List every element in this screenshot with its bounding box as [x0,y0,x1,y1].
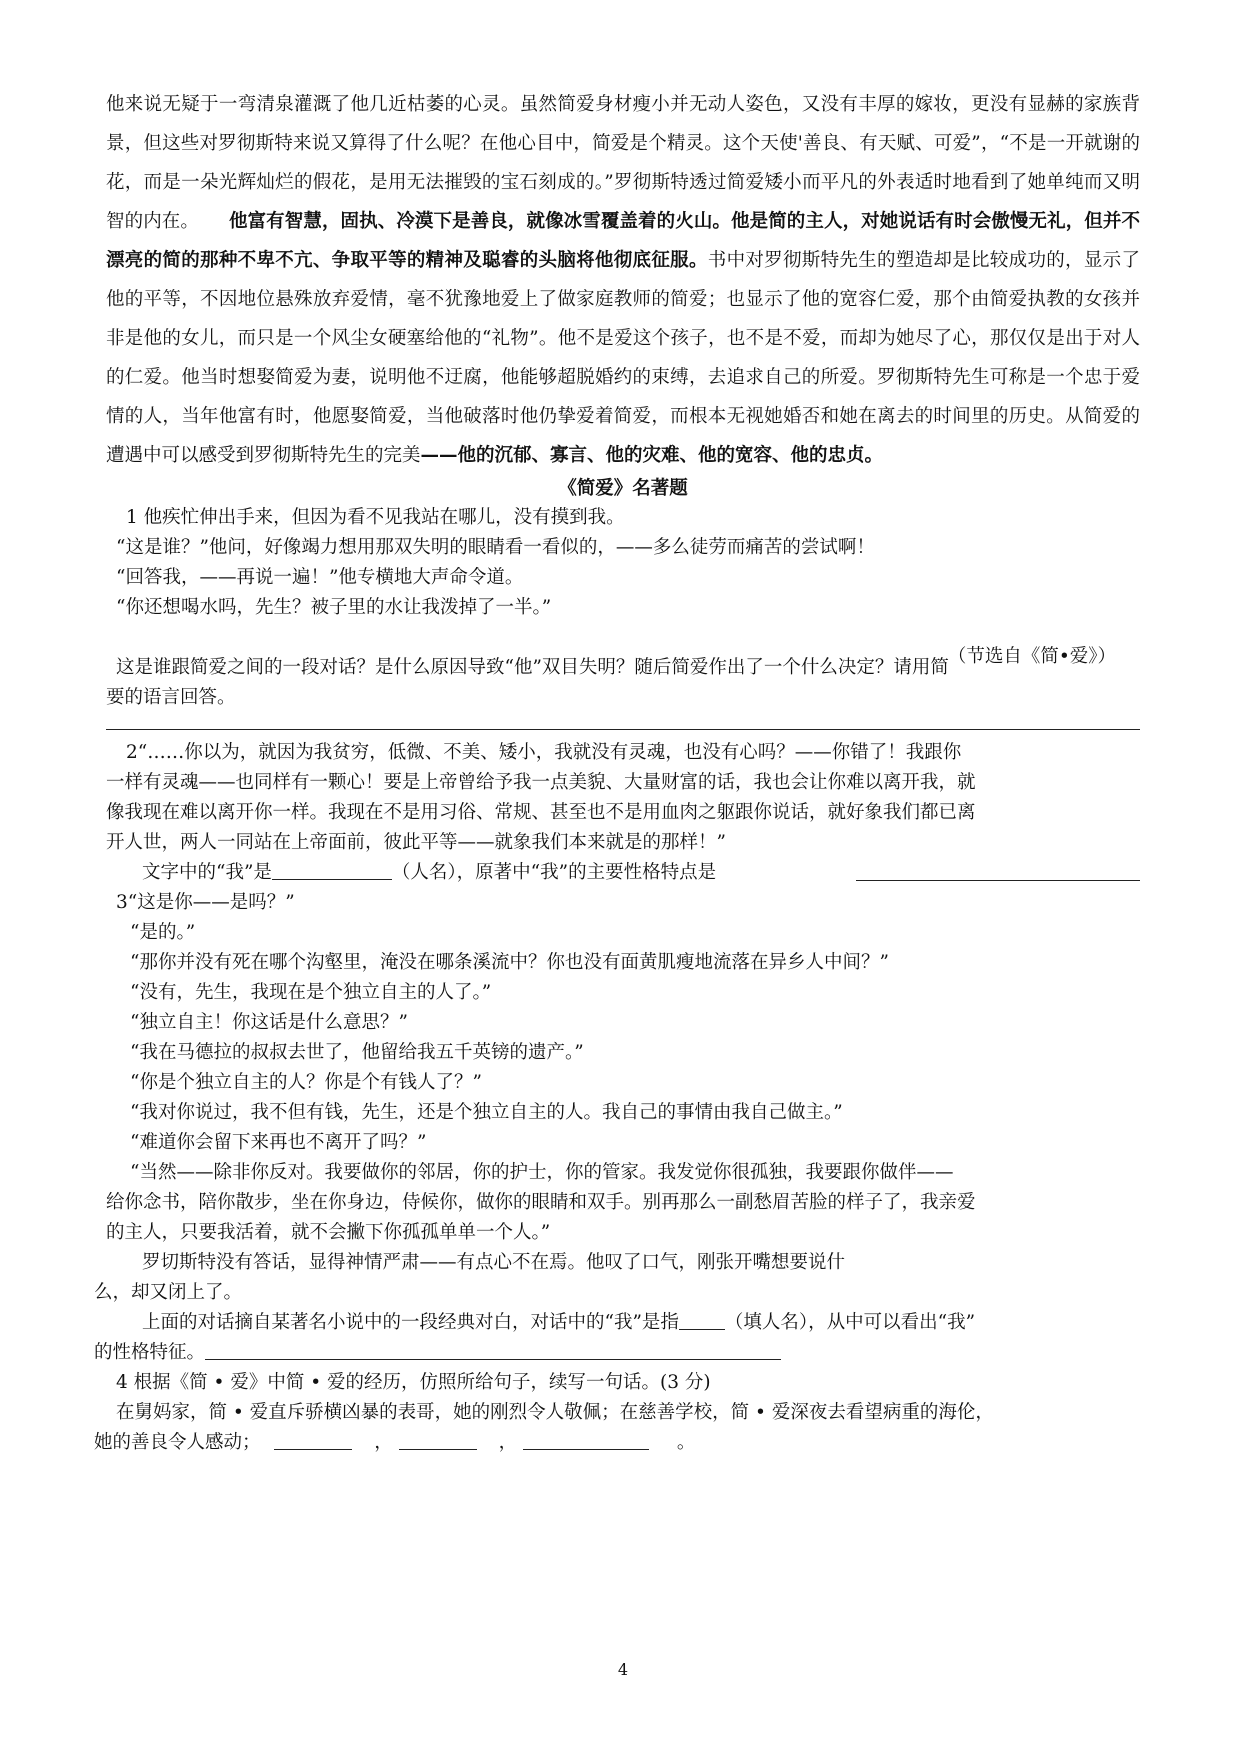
q3-line-12: 的主人，只要我活着，就不会撇下你孤孤单单一个人。” [106,1222,551,1243]
q1-line-1: 1 他疾忙伸出手来，但因为看不见我站在哪儿，没有摸到我。 [126,507,625,528]
q3-prompt-1 [142,1308,975,1338]
essay-text: 他来说无疑于一弯清泉灌溉了他几近枯萎的心灵。虽然简爱身材瘦小并无动人姿色，又没有丰厚的嫁妆，更没有显赫的家族背景，但这些对罗彻斯特来说又算得了什么呢？在他心目中，简爱是个精灵。这个天使'善良、有天赋、可爱”，“不是一开就谢的花，而是一朵光辉灿烂的假花，是用无法摧毁的宝石刻成的。”罗彻斯特透过简爱矮小而平凡的外表适时地看到了她单纯而又明智的内在。 [106,94,1140,232]
q4-sep-2: ， [498,1432,518,1453]
q1-line-2: “这是谁？”他问，好像竭力想用那双失明的眼睛看一看似的，——多么徒劳而痛苦的尝试啊！ [116,537,875,558]
q2-trait-blank[interactable] [856,861,1140,881]
q3-line-7: “你是个独立自主的人？你是个有钱人了？” [130,1072,482,1093]
q3-name-blank[interactable] [679,1311,725,1331]
q3-line-4: “没有，先生，我现在是个独立自主的人了。” [130,982,492,1003]
essay-bold-ending: ——他的沉郁、寡言、他的灾难、他的宽容、他的忠贞。 [420,445,884,466]
document-page [94,0,1140,1754]
q2-line-2: 一样有灵魂——也同样有一颗心！要是上帝曾给予我一点美貌、大量财富的话，我也会让你难以离开我，就 [106,772,976,793]
q3-prompt-b: （填人名），从中可以看出“我” [724,1312,976,1333]
q3-line-14: 么，却又闭上了。 [94,1282,243,1303]
q3-line-13: 罗切斯特没有答话，显得神情严肃——有点心不在焉。他叹了口气，刚张开嘴想要说什 [142,1252,846,1273]
q2-prompt [142,858,716,888]
q4-line-1: 4 根据《简 • 爱》中简 • 爱的经历，仿照所给句子，续写一句话。(3 分) [116,1372,711,1393]
q1-line-4: “你还想喝水吗，先生？被子里的水让我泼掉了一半。” [116,597,552,618]
q1-line-3: “回答我，——再说一遍！”他专横地大声命令道。 [116,567,524,588]
q2-name-blank[interactable] [272,861,392,881]
q4-sep-1: ， [374,1432,393,1453]
q2-prompt-a: 文字中的“我”是 [142,862,272,883]
q3-line-3: “那你并没有死在哪个沟壑里，淹没在哪条溪流中？你也没有面黄肌瘦地流落在异乡人中间？” [130,952,889,973]
q3-trait-blank[interactable] [205,1341,781,1361]
q3-line-2: “是的。” [130,922,196,943]
q1-question-1: 这是谁跟简爱之间的一段对话？是什么原因导致“他”双目失明？随后简爱作出了一个什么决定？请用简 [116,657,949,678]
q3-line-10: “当然——除非你反对。我要做你的邻居，你的护士，你的管家。我发觉你很孤独，我要跟你做伴—— [130,1162,954,1183]
q4-line-3-text: 她的善良令人感动； [94,1432,261,1453]
q1-source: （节选自《简•爱》） [947,645,1116,667]
q2-line-4: 开人世，两人一同站在上帝面前，彼此平等——就象我们本来就是的那样！” [106,832,726,853]
q3-prompt-c: 的性格特征。 [94,1342,206,1363]
q2-line-3: 像我现在难以离开你一样。我现在不是用习俗、常规、甚至也不是用血肉之躯跟你说话，就好象我们都已离 [106,802,976,823]
q4-blank-2[interactable] [399,1431,477,1451]
q3-line-9: “难道你会留下来再也不离开了吗？” [130,1132,427,1153]
q4-line-3 [94,1428,695,1458]
q3-prompt-2 [94,1338,781,1368]
essay-bold-text: 他富有智慧，固执、冷漠下是善良，就像冰雪覆盖着的火山。他是简的主人，对她说话有时会傲慢无礼，但并不漂亮的简的那种不卑不亢、争取平等的精神及聪睿的头脑将他彻底征服。 [106,211,1140,271]
q1-answer-line[interactable] [106,729,1140,730]
q3-line-6: “我在马德拉的叔叔去世了，他留给我五千英镑的遗产。” [130,1042,584,1063]
q4-line-2: 在舅妈家，简 • 爱直斥骄横凶暴的表哥，她的刚烈令人敬佩；在慈善学校，简 • 爱深夜去看望病重的海伦， [116,1402,994,1423]
q3-prompt-a: 上面的对话摘自某著名小说中的一段经典对白，对话中的“我”是指 [142,1312,679,1333]
section-title: 《简爱》名著题 [558,478,688,499]
q3-line-5: “独立自主！你这话是什么意思？” [130,1012,408,1033]
q4-blank-1[interactable] [274,1431,352,1451]
q1-question-2: 要的语言回答。 [106,687,236,708]
essay-paragraph [106,85,1140,475]
page-number: 4 [617,1660,629,1679]
q3-line-8: “我对你说过，我不但有钱，先生，还是个独立自主的人。我自己的事情由我自己做主。” [130,1102,843,1123]
essay-text-continued: 书中对罗彻斯特先生的塑造却是比较成功的，显示了他的平等，不因地位悬殊放弃爱情，毫不犹豫地爱上了做家庭教师的简爱；也显示了他的宽容仁爱，那个由简爱执教的女孩并非是他的女儿，而只是一个风尘女硬塞给他的“礼物”。他不是爱这个孩子，也不是不爱，而却为她尽了心，那仅仅是出于对人的仁爱。他当时想娶简爱为妻，说明他不迂腐，他能够超脱婚约的束缚，去追求自己的所爱。罗彻斯特先生可称是一个忠于爱情的人，当年他富有时，他愿娶简爱，当他破落时他仍挚爱着简爱，而根本无视她婚否和她在离去的时间里的历史。从简爱的遭遇中可以感受到罗彻斯特先生的完美 [106,250,1140,466]
q2-line-1: 2“……你以为，就因为我贫穷，低微、不美、矮小，我就没有灵魂，也没有心吗？——你错了！我跟你 [126,742,962,763]
q4-end: 。 [676,1432,696,1453]
q3-line-1: 3“这是你——是吗？” [116,892,295,913]
q4-blank-3[interactable] [523,1431,649,1451]
q3-line-11: 给你念书，陪你散步，坐在你身边，侍候你，做你的眼睛和双手。别再那么一副愁眉苦脸的样子了，我亲爱 [106,1192,976,1213]
q2-prompt-b: （人名），原著中“我”的主要性格特点是 [391,862,717,883]
